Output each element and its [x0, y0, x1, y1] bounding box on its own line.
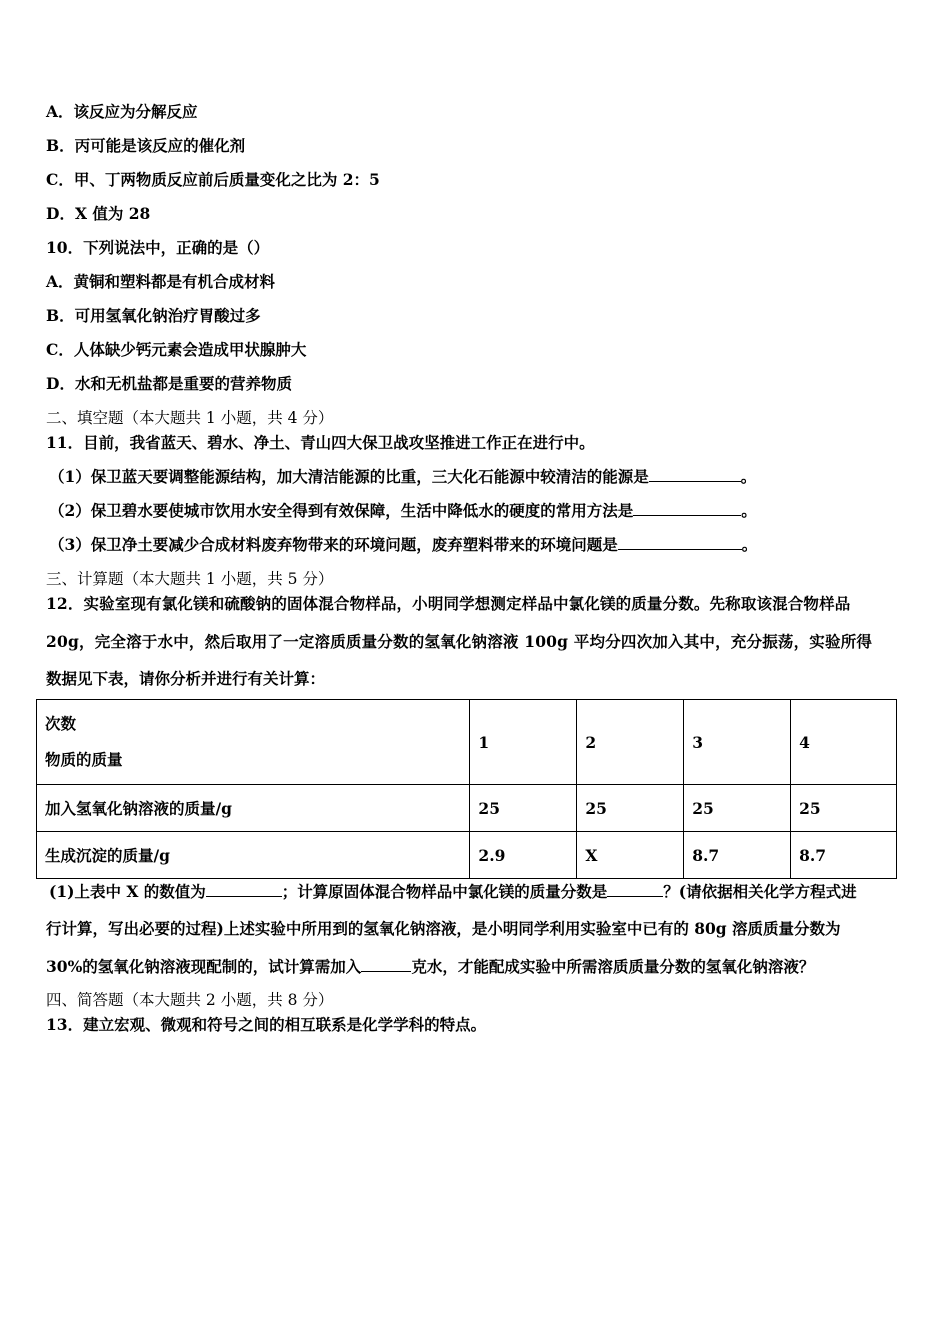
q9-option-c: C．甲、丁两物质反应前后质量变化之比为 2：5	[46, 170, 380, 189]
q13-stem: 13．建立宏观、微观和符号之间的相互联系是化学学科的特点。	[46, 1015, 487, 1034]
q9-option-b: B．丙可能是该反应的催化剂	[46, 136, 246, 155]
q10-option-d: D．水和无机盐都是重要的营养物质	[46, 374, 292, 393]
q10-option-b: B．可用氢氧化钠治疗胃酸过多	[46, 306, 261, 325]
q12-line1: 12．实验室现有氯化镁和硫酸钠的固体混合物样品，小明同学想测定样品中氯化镁的质量分数。先称取该混合物样品	[46, 594, 851, 613]
q12-after-line2: 行计算，写出必要的过程)上述实验中所用到的氢氧化钠溶液，是小明同学利用实验室中已有的 80g 溶质质量分数为	[46, 919, 841, 938]
q11-part2	[49, 501, 757, 521]
table-cell: X	[577, 832, 684, 879]
q12-water-text-end: 克水，才能配成实验中所需溶质质量分数的氢氧化钠溶液？	[411, 957, 815, 976]
table-col-1: 1	[470, 700, 577, 785]
table-row	[37, 785, 897, 832]
table-cell: 25	[684, 785, 791, 832]
table-header-top: 次数	[45, 714, 77, 733]
q12-mass-fraction-blank[interactable]	[607, 882, 663, 897]
q11-part3-text: （3）保卫净土要减少合成材料废弃物带来的环境问题，废弃塑料带来的环境问题是	[49, 535, 618, 554]
q11-part2-text: （2）保卫碧水要使城市饮用水安全得到有效保障，生活中降低水的硬度的常用方法是	[49, 501, 634, 520]
table-cell: 25	[577, 785, 684, 832]
data-table	[36, 699, 897, 879]
table-cell: 25	[791, 785, 897, 832]
section2-heading: 二、填空题（本大题共 1 小题，共 4 分）	[46, 409, 334, 427]
section3-heading: 三、计算题（本大题共 1 小题，共 5 分）	[46, 570, 334, 588]
q11-part1	[49, 467, 756, 487]
table-col-3: 3	[684, 700, 791, 785]
q11-part3-blank[interactable]	[618, 535, 742, 550]
section4-heading: 四、简答题（本大题共 2 小题，共 8 分）	[46, 991, 334, 1009]
q11-part3-period: 。	[741, 535, 758, 554]
table-row-label: 生成沉淀的质量/g	[37, 832, 470, 879]
q10-option-c: C．人体缺少钙元素会造成甲状腺肿大	[46, 340, 307, 359]
q11-part2-period: 。	[741, 501, 757, 520]
q11-part3	[49, 535, 757, 555]
q12-water-text: 30%的氢氧化钠溶液现配制的，试计算需加入	[46, 957, 362, 976]
table-cell: 8.7	[791, 832, 897, 879]
table-header-bottom: 物质的质量	[45, 750, 123, 769]
q12-after-line3	[46, 957, 814, 977]
q9-option-a: A．该反应为分解反应	[46, 102, 198, 121]
table-row	[37, 832, 897, 879]
q11-stem: 11．目前，我省蓝天、碧水、净土、青山四大保卫战攻坚推进工作正在进行中。	[46, 433, 595, 452]
table-cell: 25	[470, 785, 577, 832]
q12-line2: 20g，完全溶于水中，然后取用了一定溶质质量分数的氢氧化钠溶液 100g 平均分四次加入其中，充分振荡，实验所得	[46, 632, 873, 651]
table-cell: 8.7	[684, 832, 791, 879]
q12-instruction-text: ？(请依据相关化学方程式进	[663, 882, 857, 901]
q10-stem: 10．下列说法中，正确的是（）	[46, 238, 270, 257]
q12-water-blank[interactable]	[361, 957, 411, 972]
q11-part1-blank[interactable]	[649, 467, 741, 482]
table-col-4: 4	[791, 700, 897, 785]
q9-option-d: D．X 值为 28	[46, 204, 151, 223]
q12-x-blank[interactable]	[206, 882, 282, 897]
q11-part1-period: 。	[740, 467, 757, 486]
table-col-2: 2	[577, 700, 684, 785]
q10-option-a: A．黄铜和塑料都是有机合成材料	[46, 272, 276, 291]
q12-after-line1	[49, 882, 857, 902]
table-header-label	[37, 700, 470, 785]
table-cell: 2.9	[470, 832, 577, 879]
q12-line3: 数据见下表，请你分析并进行有关计算：	[46, 669, 326, 688]
table-header-row	[37, 700, 897, 785]
q12-x-text: (1)上表中 X 的数值为	[49, 882, 206, 901]
q11-part2-blank[interactable]	[633, 501, 741, 516]
q12-mass-fraction-text: ；计算原固体混合物样品中氯化镁的质量分数是	[281, 882, 608, 901]
table-row-label: 加入氢氧化钠溶液的质量/g	[37, 785, 470, 832]
q11-part1-text: （1）保卫蓝天要调整能源结构，加大清洁能源的比重，三大化石能源中较清洁的能源是	[49, 467, 649, 486]
